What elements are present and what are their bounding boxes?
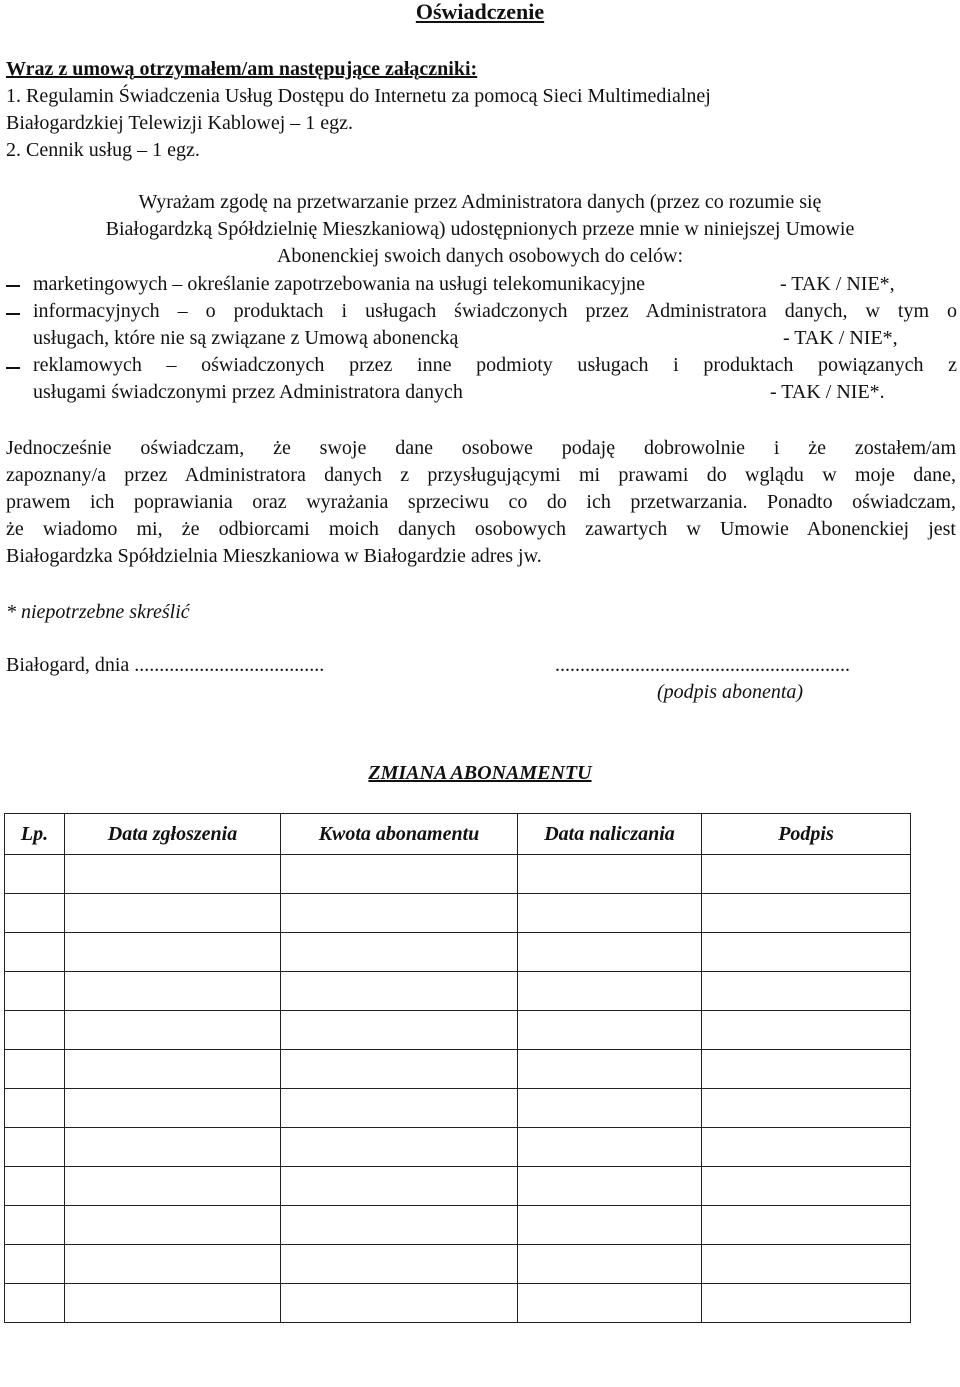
purpose-advertising-cont: usługami świadczonymi przez Administratora danych [33, 381, 463, 403]
attachment-item-2: 2. Cennik usług – 1 egz. [6, 139, 200, 161]
declaration-line-3: prawem ich poprawiania oraz wyrażania sprzeciwu co do ich przetwarzania. Ponadto oświadczam, [6, 491, 956, 513]
table-cell[interactable] [702, 1089, 911, 1128]
purpose-marketing-choice: - TAK / NIE*, [780, 273, 895, 295]
table-cell[interactable] [5, 1089, 65, 1128]
table-cell[interactable] [281, 1245, 518, 1284]
table-cell[interactable] [281, 1050, 518, 1089]
table-cell[interactable] [702, 1050, 911, 1089]
table-cell[interactable] [518, 1245, 702, 1284]
table-cell[interactable] [5, 1206, 65, 1245]
table-row [5, 1089, 911, 1128]
attachment-item-1-cont: Białogardzkiej Telewizji Kablowej – 1 egz. [6, 112, 354, 134]
table-cell[interactable] [518, 894, 702, 933]
table-cell[interactable] [65, 894, 281, 933]
column-header-signature: Podpis [702, 814, 911, 855]
table-cell[interactable] [5, 1128, 65, 1167]
table-cell[interactable] [518, 1128, 702, 1167]
table-cell[interactable] [518, 933, 702, 972]
purpose-advertising: reklamowych – oświadczonych przez inne podmioty usługach i produktach powiązanych z [33, 354, 957, 376]
table-cell[interactable] [65, 1167, 281, 1206]
purpose-informational: informacyjnych – o produktach i usługach świadczonych przez Administratora danych, w tym o [33, 300, 957, 322]
consent-text-line-3: Abonenckiej swoich danych osobowych do celów: [276, 245, 683, 267]
table-row [5, 1011, 911, 1050]
column-header-number: Lp. [5, 814, 65, 855]
table-cell[interactable] [702, 1245, 911, 1284]
declaration-line-4: że wiadomo mi, że odbiorcami moich danych osobowych zawartych w Umowie Abonenckiej jest [6, 518, 956, 540]
declaration-line-2: zapoznany/a przez Administratora danych z przysługującymi mi prawami do wglądu w moje dane, [6, 464, 956, 486]
signature-line[interactable]: ........................................................... [555, 654, 850, 676]
consent-text-line-1: Wyrażam zgodę na przetwarzanie przez Administratora danych (przez co rozumie się [138, 191, 822, 213]
table-cell[interactable] [702, 1167, 911, 1206]
table-row [5, 972, 911, 1011]
table-cell[interactable] [65, 1245, 281, 1284]
table-cell[interactable] [518, 1167, 702, 1206]
table-cell[interactable] [702, 1284, 911, 1323]
list-dash [6, 367, 20, 369]
table-cell[interactable] [518, 1284, 702, 1323]
table-cell[interactable] [5, 855, 65, 894]
table-cell[interactable] [5, 1284, 65, 1323]
table-cell[interactable] [518, 1050, 702, 1089]
table-header-row [5, 814, 911, 855]
table-cell[interactable] [281, 1167, 518, 1206]
table-cell[interactable] [281, 855, 518, 894]
table-cell[interactable] [281, 1206, 518, 1245]
table-cell[interactable] [281, 1011, 518, 1050]
table-cell[interactable] [65, 1128, 281, 1167]
declaration-line-1: Jednocześnie oświadczam, że swoje dane osobowe podaję dobrowolnie i że zostałem/am [6, 437, 956, 459]
table-cell[interactable] [65, 972, 281, 1011]
change-section-heading: ZMIANA ABONAMENTU [368, 762, 592, 784]
table-cell[interactable] [5, 933, 65, 972]
table-row [5, 1206, 911, 1245]
table-row [5, 1128, 911, 1167]
footnote: * niepotrzebne skreślić [6, 601, 190, 623]
table-body [5, 855, 911, 1323]
table-cell[interactable] [65, 933, 281, 972]
list-dash [6, 313, 20, 315]
document-title: Oświadczenie [415, 0, 545, 24]
purpose-informational-cont: usługach, które nie są związane z Umową abonencką [33, 327, 459, 349]
table-cell[interactable] [702, 1011, 911, 1050]
table-cell[interactable] [281, 972, 518, 1011]
table-cell[interactable] [281, 933, 518, 972]
list-dash [6, 285, 20, 287]
table-cell[interactable] [5, 1011, 65, 1050]
table-row [5, 894, 911, 933]
table-cell[interactable] [5, 1245, 65, 1284]
table-row [5, 1245, 911, 1284]
table-cell[interactable] [518, 1206, 702, 1245]
purpose-advertising-choice: - TAK / NIE*. [770, 381, 885, 403]
table-row [5, 933, 911, 972]
declaration-line-5: Białogardzka Spółdzielnia Mieszkaniowa w Białogardzie adres jw. [6, 545, 542, 567]
table-cell[interactable] [5, 894, 65, 933]
purpose-marketing: marketingowych – określanie zapotrzebowania na usługi telekomunikacyjne [33, 273, 646, 295]
consent-text-line-2: Białogardzką Spółdzielnię Mieszkaniową) udostępnionych przeze mnie w niniejszej Umowie [105, 218, 855, 240]
column-header-charge-date: Data naliczania [518, 814, 702, 855]
table-cell[interactable] [702, 933, 911, 972]
table-cell[interactable] [5, 1050, 65, 1089]
table-cell[interactable] [518, 972, 702, 1011]
table-cell[interactable] [65, 1011, 281, 1050]
table-row [5, 1167, 911, 1206]
table-cell[interactable] [702, 1206, 911, 1245]
table-cell[interactable] [518, 1089, 702, 1128]
table-cell[interactable] [5, 1167, 65, 1206]
column-header-request-date: Data zgłoszenia [65, 814, 281, 855]
table-cell[interactable] [65, 1206, 281, 1245]
purpose-informational-choice: - TAK / NIE*, [783, 327, 898, 349]
table-cell[interactable] [281, 1089, 518, 1128]
signature-label: (podpis abonenta) [657, 681, 804, 703]
table-cell[interactable] [518, 855, 702, 894]
attachment-item-1: 1. Regulamin Świadczenia Usług Dostępu do Internetu za pomocą Sieci Multimedialnej [6, 85, 711, 107]
table-row [5, 1050, 911, 1089]
table-cell[interactable] [702, 894, 911, 933]
table-cell[interactable] [65, 1050, 281, 1089]
table-cell[interactable] [65, 855, 281, 894]
table-cell[interactable] [65, 1284, 281, 1323]
table-cell[interactable] [281, 1128, 518, 1167]
subscription-change-table [4, 813, 911, 1323]
table-cell[interactable] [281, 1284, 518, 1323]
table-cell[interactable] [702, 972, 911, 1011]
table-cell[interactable] [518, 1011, 702, 1050]
table-row [5, 1284, 911, 1323]
attachments-heading: Wraz z umową otrzymałem/am następujące załączniki: [6, 58, 478, 80]
table-cell[interactable] [702, 1128, 911, 1167]
table-cell[interactable] [65, 1089, 281, 1128]
table-cell[interactable] [702, 855, 911, 894]
table-cell[interactable] [281, 894, 518, 933]
place-date-field[interactable]: Białogard, dnia ...................................... [6, 654, 325, 676]
table-cell[interactable] [5, 972, 65, 1011]
column-header-amount: Kwota abonamentu [281, 814, 518, 855]
table-row [5, 855, 911, 894]
